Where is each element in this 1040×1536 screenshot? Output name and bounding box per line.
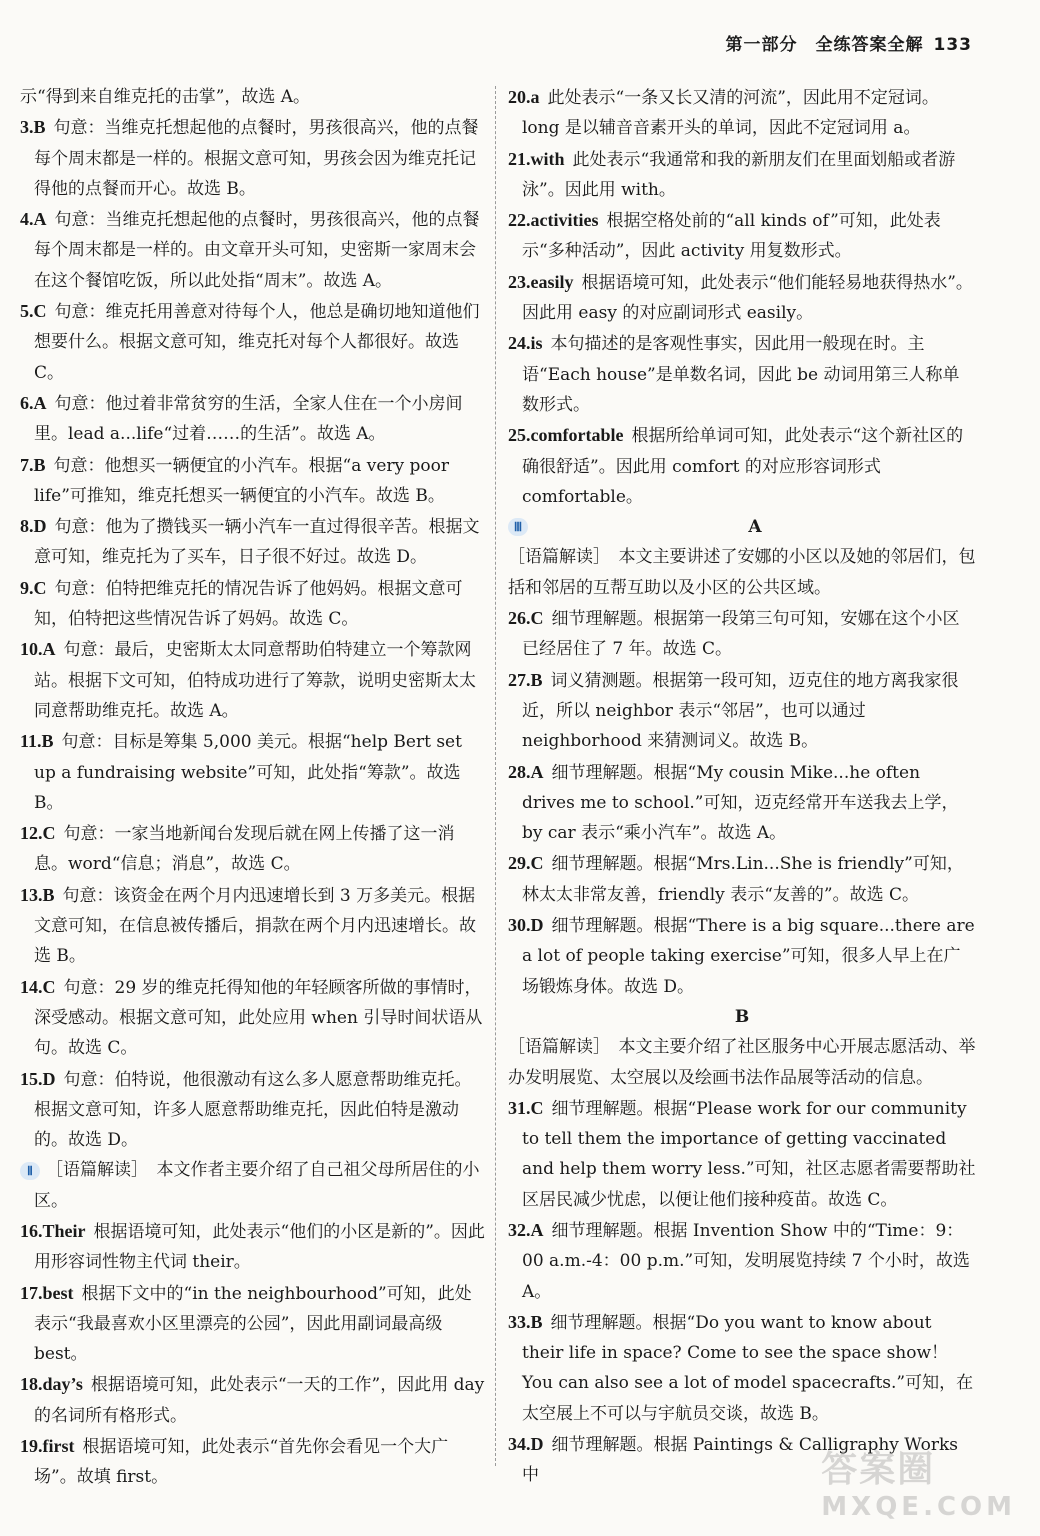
answer-item [20, 1431, 486, 1493]
answer-number: 34.D [508, 1434, 544, 1455]
answer-item [20, 1064, 486, 1156]
answer-explanation: 根据下文中的“in the neighbourhood”可知，此处表示“我最喜欢小区里漂亮的公园”，因此用副词最高级 best。 [34, 1283, 472, 1365]
answer-item [508, 82, 976, 144]
section-heading [508, 1002, 976, 1032]
section-heading [508, 512, 976, 542]
answer-number: 8.D [20, 516, 47, 537]
answer-explanation: 根据所给单词可知，此处表示“这个新社区的确很舒适”。因此用 comfort 的对应形容词形式 comfortable。 [522, 426, 964, 507]
answer-explanation: 示“得到来自维克托的击掌”，故选 A。 [20, 87, 311, 107]
header-title: 第一部分 全练答案全解 [725, 35, 924, 55]
column-divider [495, 86, 496, 1466]
answer-number: 10.A [20, 639, 56, 660]
answer-item [20, 296, 486, 388]
answer-number: 13.B [20, 884, 55, 905]
answer-explanation: 此处表示“一条又长又清的河流”，因此用不定冠词。long 是以辅音音素开头的单词，因此不定冠词用 a。 [522, 88, 939, 139]
page-number: 133 [933, 35, 972, 55]
answer-item [20, 726, 486, 818]
answer-number: 17.best [20, 1282, 74, 1303]
answer-explanation: 细节理解题。根据“My cousin Mike...he often drives me to school.”可知，迈克经常开车送我去上学，by car 表示“乘小汽车”。故选 A。 [522, 762, 959, 844]
answer-number: 27.B [508, 669, 543, 690]
answer-number: 6.A [20, 392, 47, 413]
answer-item [20, 1369, 486, 1431]
answer-item [20, 388, 486, 450]
answer-number: 18.day’s [20, 1374, 83, 1395]
section-letter: A [748, 517, 762, 538]
answer-number: 9.C [20, 577, 47, 598]
answer-explanation: 本句描述的是客观性事实，因此用一般现在时。主语“Each house”是单数名词，因此 be 动词用第三人称单数形式。 [522, 334, 960, 415]
answer-explanation: 根据语境可知，此处表示“首先你会看见一个大广场”。故填 first。 [34, 1437, 449, 1488]
answer-number: 23.easily [508, 271, 574, 292]
watermark-text: 答案圈 [821, 1449, 936, 1490]
answer-item [20, 1155, 486, 1216]
answer-explanation: 根据语境可知，此处表示“他们能轻易地获得热水”。因此用 easy 的对应副词形式 easily。 [522, 272, 973, 324]
answer-item [20, 511, 486, 573]
answer-item [508, 1093, 976, 1215]
answer-item [20, 634, 486, 726]
answer-item [20, 818, 486, 880]
answer-item [20, 204, 486, 296]
answer-item [20, 82, 486, 112]
right-column [508, 82, 976, 1491]
passage-summary: ［语篇解读］ 本文主要讲述了安娜的小区以及她的邻居们，包括和邻居的互帮互助以及小区的公共区域。 [508, 547, 976, 598]
answer-explanation: 句意：29 岁的维克托得知他的年轻顾客所做的事情时，深受感动。根据文意可知，此处应用 when 引导时间状语从句。故选 C。 [34, 977, 483, 1059]
answer-explanation: 细节理解题。根据 Invention Show 中的“Time：9：00 a.m.-4：00 p.m.”可知，发明展览持续 7 个小时，故选 A。 [522, 1220, 970, 1302]
answer-number: 22.activities [508, 210, 599, 231]
answer-number: 16.Their [20, 1220, 86, 1241]
answer-explanation: 句意：伯特说，他很激动有这么多人愿意帮助维克托。根据文意可知，许多人愿意帮助维克托，因此伯特是激动的。故选 D。 [34, 1069, 472, 1151]
answer-number: 5.C [20, 301, 47, 322]
answer-explanation: 细节理解题。根据“Do you want to know about their life in space? Come to see the space show！ You can also see a lot of model spacecrafts.”可知，在太空展上不可以与宇航员交谈，故选 B。 [522, 1312, 974, 1424]
answer-number: 4.A [20, 209, 47, 230]
answer-item [20, 1278, 486, 1370]
section-badge: Ⅲ [508, 518, 528, 536]
answer-number: 28.A [508, 761, 544, 782]
answer-item [508, 603, 976, 665]
passage-summary: ［语篇解读］ 本文主要介绍了社区服务中心开展志愿活动、举办发明展览、太空展以及绘画书法作品展等活动的信息。 [508, 1037, 976, 1088]
answer-item [20, 573, 486, 635]
answer-explanation: 句意：他过着非常贫穷的生活，全家人住在一个小房间里。lead a...life“过着……的生活”。故选 A。 [34, 393, 463, 445]
answer-explanation: 句意：目标是筹集 5,000 美元。根据“help Bert set up a fundraising website”可知，此处指“筹款”。故选 B。 [34, 732, 462, 813]
answer-number: 30.D [508, 915, 544, 936]
answer-item [20, 450, 486, 512]
answer-number: 12.C [20, 823, 56, 844]
answer-item [508, 848, 976, 910]
answer-number: 11.B [20, 731, 54, 752]
answer-item [508, 144, 976, 206]
section-badge: Ⅱ [20, 1162, 40, 1180]
answer-explanation: 细节理解题。根据“Please work for our community to tell them the importance of getting vaccinated and help them worry less.”可知，社区志愿者需要帮助社区居民减少忧虑，以便让他们接种疫苗。故选 C。 [522, 1098, 976, 1210]
answer-explanation: 根据语境可知，此处表示“一天的工作”，因此用 day 的名词所有格形式。 [34, 1375, 485, 1426]
answer-number: 20.a [508, 87, 540, 107]
answer-explanation: 细节理解题。根据“Mrs.Lin...She is friendly”可知，林太太非常友善，friendly 表示“友善的”。故选 C。 [522, 854, 964, 905]
answer-item [508, 665, 976, 757]
answer-explanation: 句意：他想买一辆便宜的小汽车。根据“a very poor life”可推知，维克托想买一辆便宜的小汽车。故选 B。 [34, 455, 450, 506]
answer-explanation: 词义猜测题。根据第一段可知，迈克住的地方离我家很近，所以 neighbor 表示“邻居”，也可以通过 neighborhood 来猜测词义。故选 B。 [522, 670, 959, 752]
answer-number: 14.C [20, 976, 56, 997]
answer-explanation: 句意：维克托用善意对待每个人，他总是确切地知道他们想要什么。根据文意可知，维克托对每个人都很好。故选 C。 [34, 302, 480, 383]
answer-number: 3.B [20, 117, 46, 138]
answer-item [508, 1215, 976, 1307]
answer-item [20, 972, 486, 1064]
answer-item [20, 112, 486, 204]
answer-item [20, 1216, 486, 1278]
answer-explanation: 根据语境可知，此处表示“他们的小区是新的”。因此用形容词性物主代词 their。 [34, 1221, 485, 1273]
answer-number: 21.with [508, 148, 565, 169]
answer-item [508, 205, 976, 267]
answer-explanation: 句意：他为了攒钱买一辆小汽车一直过得很辛苦。根据文意可知，维克托为了买车，日子很不好过。故选 D。 [34, 517, 480, 568]
answer-explanation: 句意：一家当地新闻台发现后就在网上传播了这一消息。word“信息；消息”，故选 C。 [34, 824, 455, 875]
section-letter: B [734, 1006, 750, 1027]
answer-number: 32.A [508, 1219, 544, 1240]
answer-number: 33.B [508, 1311, 543, 1332]
answer-explanation: 句意：最后，史密斯太太同意帮助伯特建立一个筹款网站。根据下文可知，伯特成功进行了筹款，说明史密斯太太同意帮助维克托。故选 A。 [34, 640, 476, 721]
answer-item [508, 267, 976, 329]
answer-number: 29.C [508, 853, 544, 874]
answer-explanation: 句意：当维克托想起他的点餐时，男孩很高兴，他的点餐每个周末都是一样的。由文章开头可知，史密斯一家周末会在这个餐馆吃饭，所以此处指“周末”。故选 A。 [34, 210, 480, 291]
answer-item [20, 880, 486, 972]
answer-item [508, 1307, 976, 1429]
answer-number: 7.B [20, 454, 46, 475]
answer-item [508, 757, 976, 849]
answer-explanation: 细节理解题。根据“There is a big square...there are a lot of people taking exercise”可知，很多人早上在广场锻炼身体。故选 D。 [522, 916, 975, 997]
answer-number: 19.first [20, 1436, 75, 1457]
answer-explanation: 句意：该资金在两个月内迅速增长到 3 万多美元。根据文意可知，在信息被传播后，捐款在两个月内迅速增长。故选 B。 [34, 885, 476, 967]
answer-item [508, 328, 976, 420]
page-header [726, 30, 973, 55]
answer-number: 26.C [508, 608, 544, 629]
answer-explanation: 此处表示“我通常和我的新朋友们在里面划船或者游泳”。因此用 with。 [522, 149, 956, 200]
answer-number: 24.is [508, 333, 543, 354]
watermark-logo [821, 1441, 1016, 1522]
answer-number: 15.D [20, 1068, 56, 1089]
answer-item [508, 910, 976, 1002]
answer-explanation: ［语篇解读］ 本文作者主要介绍了自己祖父母所居住的小区。 [34, 1160, 480, 1211]
answer-item [508, 420, 976, 512]
answer-number: 31.C [508, 1097, 544, 1118]
left-column [20, 82, 486, 1493]
answer-number: 25.comfortable [508, 425, 624, 446]
watermark-url: MXQE.COM [821, 1492, 1016, 1522]
answer-explanation: 句意：伯特把维克托的情况告诉了他妈妈。根据文意可知，伯特把这些情况告诉了妈妈。故选 C。 [34, 578, 463, 630]
answer-explanation: 句意：当维克托想起他的点餐时，男孩很高兴，他的点餐每个周末都是一样的。根据文意可知，男孩会因为维克托记得他的点餐而开心。故选 B。 [34, 118, 479, 199]
answer-explanation: 细节理解题。根据第一段第三句可知，安娜在这个小区已经居住了 7 年。故选 C。 [522, 609, 960, 660]
answer-explanation: 根据空格处前的“all kinds of”可知，此处表示“多种活动”，因此 activity 用复数形式。 [522, 211, 941, 262]
answer-explanation: 细节理解题。根据 Paintings & Calligraphy Works 中 [522, 1435, 959, 1486]
